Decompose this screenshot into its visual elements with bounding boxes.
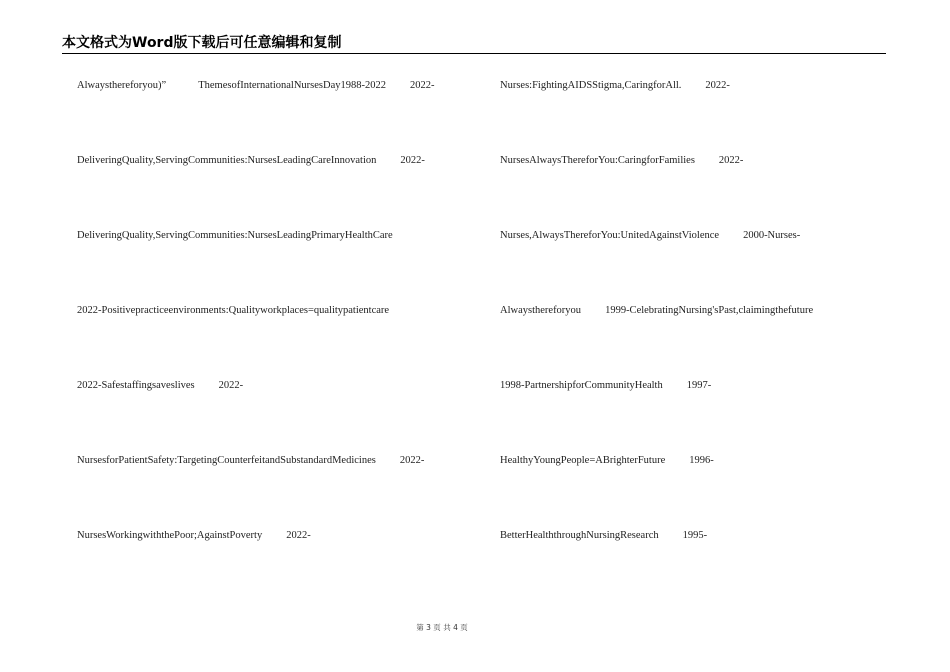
text-segment: 2022- — [705, 80, 730, 91]
text-segment: 1998-PartnershipforCommunityHealth — [500, 380, 663, 391]
text-segment: DeliveringQuality,ServingCommunities:NursesLeadingPrimaryHealthCare — [77, 230, 393, 241]
text-segment: 2022- — [410, 80, 435, 91]
text-line — [77, 379, 243, 393]
text-segment: ThemesofInternationalNursesDay1988-2022 — [198, 80, 386, 91]
text-segment: 1996- — [689, 455, 714, 466]
page-number-footer: 第 3 页 共 4 页 — [416, 623, 468, 632]
text-line — [500, 79, 730, 93]
text-segment: 2022- — [400, 155, 425, 166]
text-segment: 2022- — [718, 155, 744, 166]
text-line — [77, 304, 389, 318]
text-segment: 2022-Safestaffingsaveslives — [77, 380, 195, 391]
text-segment: DeliveringQuality,ServingCommunities:NursesLeadingCareInnovation — [77, 155, 377, 166]
text-line — [77, 529, 311, 543]
text-line — [500, 379, 711, 393]
text-segment: BetterHealththroughNursingResearch — [500, 530, 659, 541]
text-segment: 1995- — [682, 530, 708, 541]
text-segment: NursesWorkingwiththePoor;AgainstPoverty — [77, 530, 263, 541]
page-header-title: 本文格式为Word版下载后可任意编辑和复制 — [62, 35, 342, 51]
text-line — [77, 154, 425, 168]
text-segment: 2022- — [218, 380, 244, 391]
text-line — [77, 454, 424, 468]
text-segment: Nurses:FightingAIDSStigma,CaringforAll. — [500, 80, 682, 91]
text-line — [77, 79, 435, 93]
text-line — [500, 454, 714, 468]
text-line — [500, 229, 800, 243]
text-segment: Alwaysthereforyou — [500, 305, 582, 316]
text-line — [500, 529, 707, 543]
text-segment: 1999-CelebratingNursing'sPast,claimingthefuture — [605, 305, 814, 316]
text-segment: 2022-Positivepracticeenvironments:Qualityworkplaces=qualitypatientcare — [77, 305, 390, 316]
text-segment: HealthyYoungPeople=ABrighterFuture — [500, 455, 666, 466]
text-segment: NursesAlwaysThereforYou:CaringforFamilies — [500, 155, 695, 166]
text-segment: 2000-Nurses- — [743, 230, 801, 241]
text-line — [500, 304, 813, 318]
text-segment: 1997- — [686, 380, 712, 391]
text-segment: 2022- — [286, 530, 311, 541]
text-line — [500, 154, 743, 168]
text-segment: Nurses,AlwaysThereforYou:UnitedAgainstViolence — [500, 230, 720, 241]
text-segment: Alwaysthereforyou)” — [77, 80, 167, 91]
header-divider — [62, 53, 886, 54]
text-segment: NursesforPatientSafety:TargetingCounterfeitandSubstandardMedicines — [77, 455, 376, 466]
text-segment: 2022- — [399, 455, 425, 466]
text-line — [77, 229, 393, 243]
